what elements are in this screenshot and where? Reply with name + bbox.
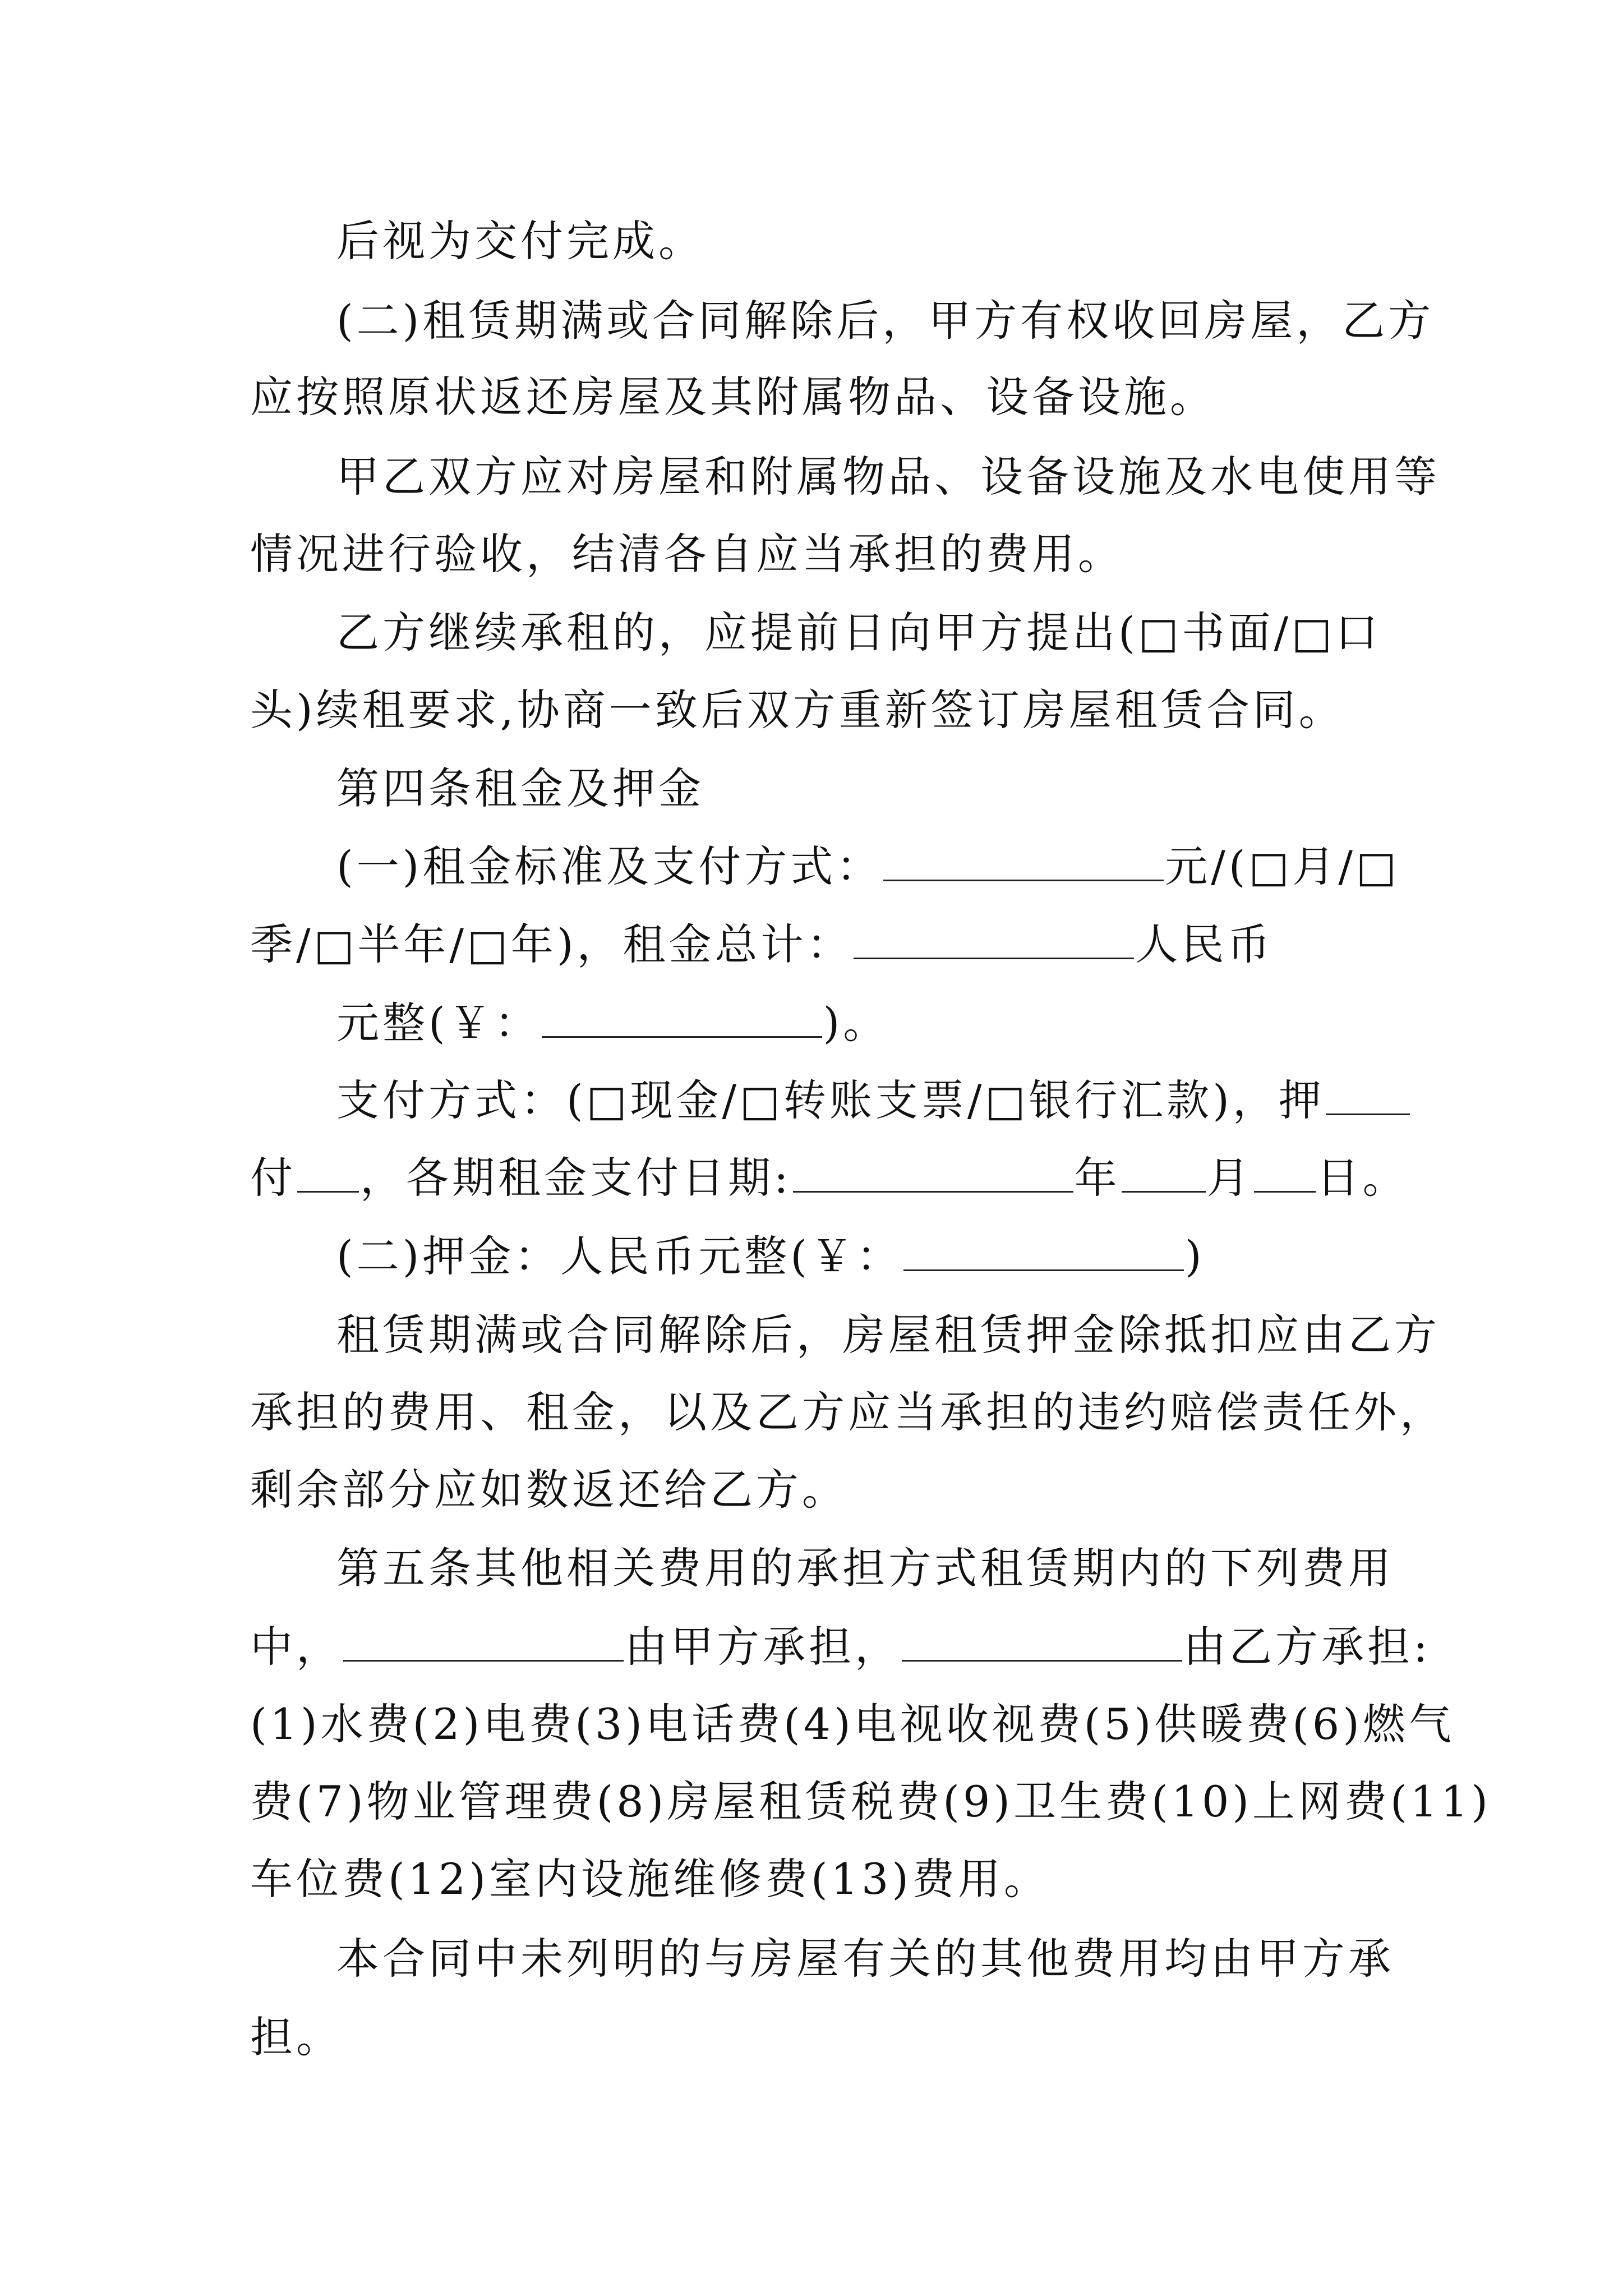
text-line: 情况进行验收，结清各自应当承担的费用。 bbox=[250, 529, 1124, 579]
text-line: 中， 由甲方承担， 由乙方承担: bbox=[250, 1619, 1431, 1675]
fill-blank bbox=[1254, 1151, 1316, 1193]
fill-blank bbox=[903, 1229, 1184, 1271]
section-heading: 第五条其他相关费用的承担方式租赁期内的下列费用 bbox=[336, 1543, 1394, 1593]
text-line: 费(7)物业管理费(8)房屋租赁税费(9)卫生费(10)上网费(11) bbox=[250, 1777, 1491, 1826]
text-line: 承担的费用、租金，以及乙方应当承担的违约赔偿责任外， bbox=[250, 1387, 1446, 1437]
text-line: 应按照原状返还房屋及其附属物品、设备设施。 bbox=[250, 372, 1216, 422]
text-line: (二)租赁期满或合同解除后，甲方有权收回房屋，乙方 bbox=[336, 296, 1435, 346]
text-line: 头)续租要求,协商一致后双方重新签订房屋租赁合同。 bbox=[250, 685, 1345, 735]
fill-blank bbox=[902, 1619, 1182, 1662]
text-line: 后视为交付完成。 bbox=[336, 216, 704, 266]
fill-blank bbox=[793, 1151, 1073, 1193]
fill-blank bbox=[542, 996, 822, 1038]
section-heading: 第四条租金及押金 bbox=[336, 763, 704, 813]
text-line: 付 ，各期租金支付日期: 年 月 日。 bbox=[250, 1150, 1409, 1206]
text-line: 支付方式：(□现金/□转账支票/□银行汇款)，押 bbox=[336, 1073, 1411, 1129]
text-line: 季/□半年/□年)，租金总计： 人民币 bbox=[250, 917, 1273, 973]
text-line: 租赁期满或合同解除后，房屋租赁押金除抵扣应由乙方 bbox=[336, 1310, 1440, 1360]
text-line: (二)押金：人民币元整(￥： ) bbox=[336, 1228, 1205, 1285]
text-line: 乙方继续承租的，应提前日向甲方提出(□书面/□口 bbox=[336, 608, 1381, 657]
text-line: 元整(￥： )。 bbox=[336, 995, 889, 1051]
text-line: 车位费(12)室内设施维修费(13)费用。 bbox=[250, 1854, 1050, 1904]
text-line: (1)水费(2)电费(3)电话费(4)电视收视费(5)供暖费(6)燃气 bbox=[250, 1699, 1455, 1749]
text-line: 甲乙双方应对房屋和附属物品、设备设施及水电使用等 bbox=[336, 452, 1440, 501]
fill-blank bbox=[883, 839, 1164, 881]
text-line: 本合同中未列明的与房屋有关的其他费用均由甲方承 bbox=[336, 1934, 1394, 1984]
text-line: 担。 bbox=[250, 2012, 342, 2062]
text-line: (一)租金标准及支付方式： 元/(□月/□ bbox=[336, 839, 1400, 895]
fill-blank bbox=[297, 1151, 359, 1193]
fill-blank bbox=[854, 917, 1134, 959]
fill-blank bbox=[1122, 1151, 1206, 1193]
text-line: 剩余部分应如数返还给乙方。 bbox=[250, 1465, 848, 1515]
fill-blank bbox=[343, 1619, 624, 1662]
fill-blank bbox=[1326, 1073, 1410, 1115]
